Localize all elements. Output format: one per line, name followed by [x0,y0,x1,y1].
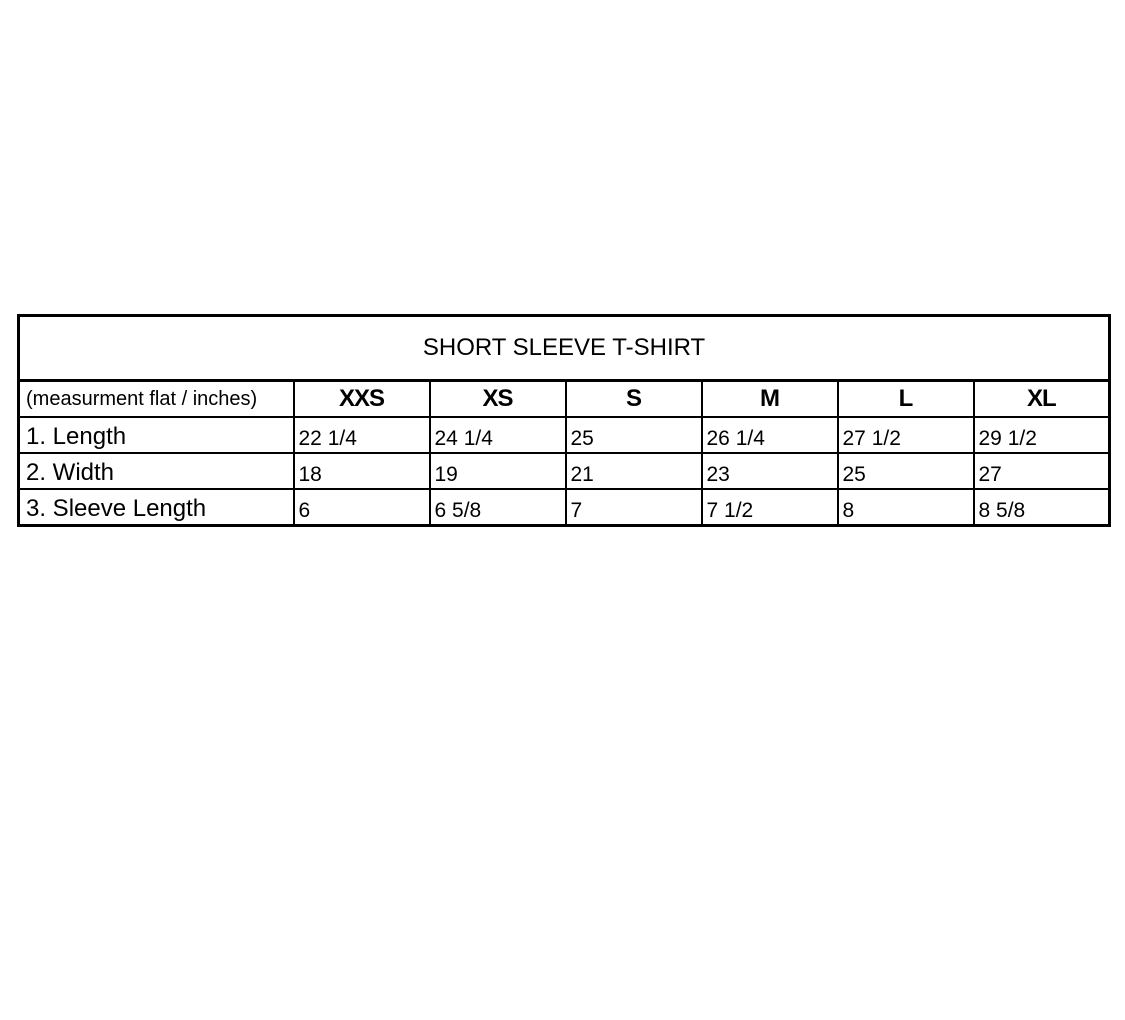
table-cell: 23 [702,453,838,489]
table-title: SHORT SLEEVE T-SHIRT [19,316,1110,381]
size-header-row [19,381,1110,418]
size-header-xs: XS [430,381,566,418]
row-label: 1. Length [19,417,294,453]
table-row-width [19,453,1110,489]
table-cell: 7 [566,489,702,526]
table-cell: 25 [566,417,702,453]
table-cell: 7 1/2 [702,489,838,526]
title-row [19,316,1110,381]
table-cell: 27 [974,453,1110,489]
table-cell: 22 1/4 [294,417,430,453]
table-cell: 26 1/4 [702,417,838,453]
table-cell: 24 1/4 [430,417,566,453]
table-cell: 27 1/2 [838,417,974,453]
table-row-sleeve-length [19,489,1110,526]
table-cell: 6 5/8 [430,489,566,526]
size-header-xl: XL [974,381,1110,418]
row-label: 3. Sleeve Length [19,489,294,526]
table-cell: 21 [566,453,702,489]
size-header-m: M [702,381,838,418]
size-header-xxs: XXS [294,381,430,418]
table-cell: 19 [430,453,566,489]
row-label: 2. Width [19,453,294,489]
table-cell: 8 [838,489,974,526]
size-header-s: S [566,381,702,418]
table-cell: 25 [838,453,974,489]
table-cell: 6 [294,489,430,526]
table-cell: 29 1/2 [974,417,1110,453]
table-row-length [19,417,1110,453]
table-cell: 8 5/8 [974,489,1110,526]
size-header-l: L [838,381,974,418]
table-cell: 18 [294,453,430,489]
unit-label: (measurment flat / inches) [19,381,294,418]
size-chart-table [17,314,1111,527]
